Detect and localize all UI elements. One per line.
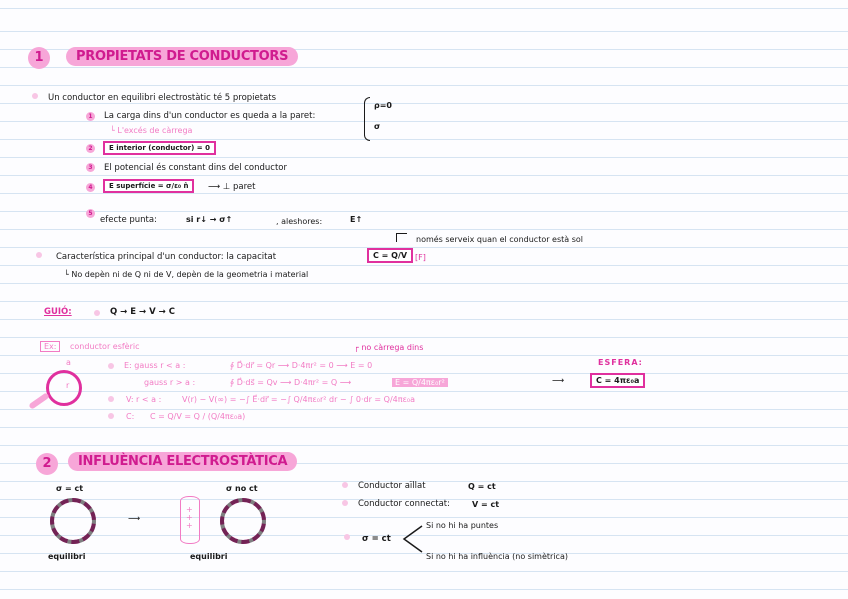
case-1-text: Conductor aïllat [358,481,426,491]
branch-1-text: Si no hi ha puntes [426,521,499,530]
property-number: 5 [86,209,95,218]
property-1-sub: L'excés de càrrega [117,126,193,135]
sphere-stand-icon [28,392,49,410]
section-number: 1 [28,47,50,69]
sigma-const-case: σ = ct [362,534,391,544]
intro-text: Un conductor en equilibri electrostàtic té 5 propietats [48,93,277,103]
example-line-4a: C: [126,412,135,421]
bullet-icon [344,534,350,540]
example-line-4b: C = Q/V = Q / (Q/4πε₀a) [150,412,246,421]
guio-chain: Q → E → V → C [110,307,175,317]
property-5-formula: si r↓ → σ↑ [186,215,233,224]
case-1-value: Q = ct [468,482,496,491]
property-number: 2 [86,144,95,153]
example-line-2b: ∮ D⃗·ds⃗ = Qv ⟶ D·4πr² = Q ⟶ [230,378,352,387]
capacity-text: Característica principal d'un conductor: la capacitat [56,252,277,262]
result-arrow: ⟶ [552,376,565,386]
property-1-text: La carga dins d'un conductor es queda a la paret: [104,111,316,121]
section-title: PROPIETATS DE CONDUCTORS [66,47,298,66]
example-line-1b: ∮ D⃗·dr⃗ = Qr ⟶ D·4πr² = 0 ⟶ E = 0 [230,361,373,370]
brace-item-1: ρ=0 [374,101,392,110]
bullet-icon [36,252,42,258]
example-line-1a: E: gauss r < a : [124,361,186,370]
radius-r-label: r [66,381,70,390]
property-number: 1 [86,112,95,121]
property-5-then: , aleshores: [276,217,323,226]
brace-item-2: σ [374,122,381,131]
bullet-icon [342,500,348,506]
case-2-text: Conductor connectat: [358,499,450,509]
guio-label: GUIÓ: [44,307,72,317]
property-4-box: E superfície = σ/ε₀ n̂ [103,179,194,193]
section-title: INFLUÈNCIA ELECTROSTÀTICA [68,452,297,471]
bullet-icon [108,363,114,369]
example-note: ┌ no càrrega dins [354,343,424,352]
case-2-value: V = ct [472,500,500,509]
property-5-text: efecte punta: [100,215,157,225]
example-line-3a: V: r < a : [126,395,162,404]
branch-2-text: Si no hi ha influència (no simètrica) [426,552,568,561]
property-2-box: E interior (conductor) = 0 [103,141,216,155]
capacity-box: C = Q/V [367,248,413,263]
conductor-ring-outline-icon-2 [220,498,266,544]
example-line-2a: gauss r > a : [144,378,196,387]
sigma-nonconst-label: σ no ct [226,484,258,493]
property-3-text: El potencial és constant dins del conductor [104,163,288,173]
figure-arrow: ⟶ [128,514,141,524]
brace-icon [364,97,370,141]
example-line-3b: V(r) − V(∞) = −∫ E⃗·dr⃗ = −∫ Q/4πε₀r² dr − ∫ 0·dr = Q/4πε₀a [182,395,415,404]
branch-icon [402,524,424,554]
bullet-icon [94,310,100,316]
capacity-note: només serveix quan el conductor està sol [416,235,584,244]
bullet-icon [108,396,114,402]
property-5-result: E↑ [350,215,363,224]
charge-plus-icon: + + + [186,505,193,530]
property-4-arrow: ⟶ ⊥ paret [208,182,256,192]
equilibrium-label-1: equilibri [48,552,86,561]
example-note-text: no càrrega dins [361,343,424,352]
property-number: 3 [86,163,95,172]
capacity-unit: [F] [415,253,426,262]
radius-label: a [66,358,71,367]
example-title: conductor esfèric [70,342,140,351]
example-label: Ex: [40,341,60,352]
esfera-label: ESFERA: [598,358,643,367]
property-number: 4 [86,183,95,192]
section-number: 2 [36,453,58,475]
esfera-result-box: C = 4πε₀a [590,373,645,388]
bullet-icon [108,413,114,419]
property-1-subtext: └ L'excés de càrrega [110,126,193,135]
bullet-icon [32,93,38,99]
equilibrium-label-2: equilibri [190,552,228,561]
note-arrow-icon [396,233,407,242]
conductor-ring-outline-icon [50,498,96,544]
sphere-icon [46,370,82,406]
example-line-2c: E = Q/4πε₀r² [392,378,448,387]
sigma-const-label: σ = ct [56,484,84,493]
capacity-subtext: └ No depèn ni de Q ni de V, depèn de la geometria i material [64,270,309,279]
capacity-sub: No depèn ni de Q ni de V, depèn de la geometria i material [71,270,309,279]
bullet-icon [342,482,348,488]
